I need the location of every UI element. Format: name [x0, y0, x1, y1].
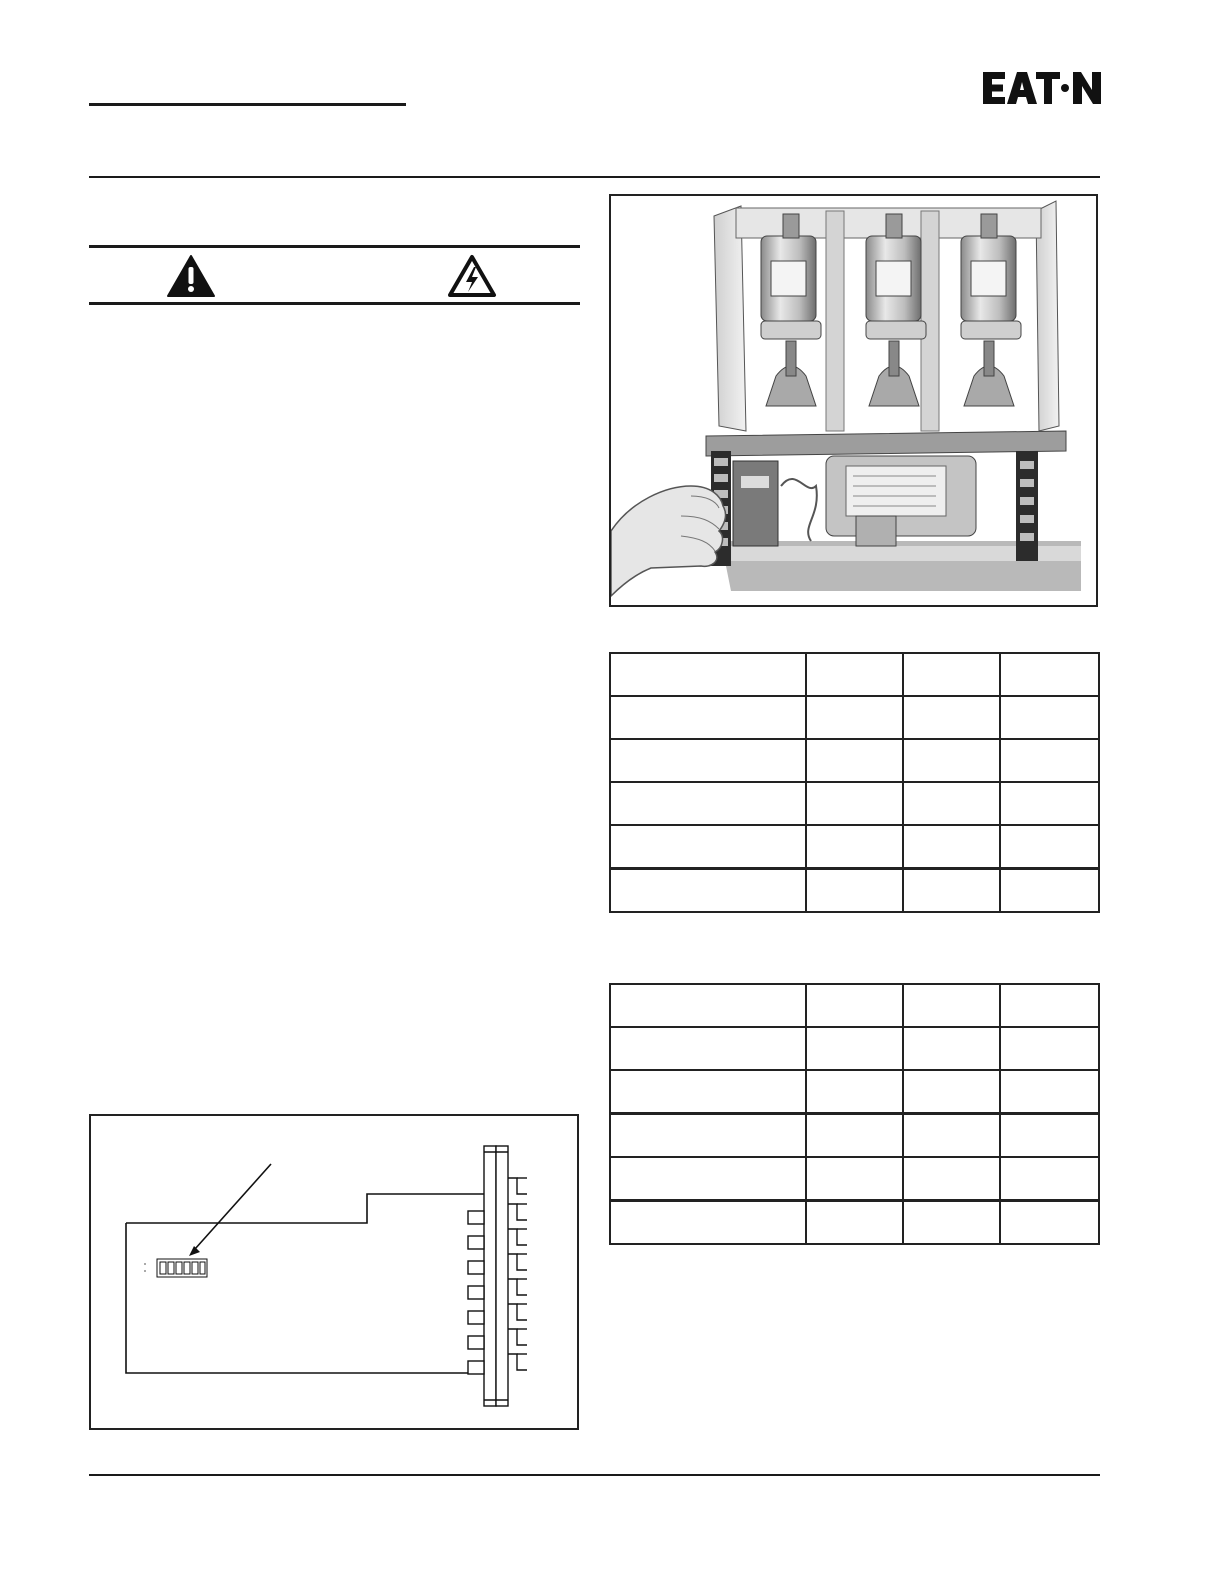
table-cell — [806, 739, 903, 782]
table-cell — [1000, 782, 1099, 825]
table-cell — [903, 696, 1000, 739]
table-cell — [806, 653, 903, 696]
table-cell — [806, 1114, 903, 1158]
connector-pins-left — [468, 1211, 484, 1374]
table-cell — [610, 1027, 806, 1070]
table-cell — [806, 1070, 903, 1114]
header-short-rule — [89, 103, 406, 106]
table-cell — [610, 1114, 806, 1158]
table-cell — [610, 653, 806, 696]
table-row — [610, 1070, 1099, 1114]
table-row — [610, 782, 1099, 825]
table-cell — [1000, 1201, 1099, 1245]
board-outline — [126, 1194, 489, 1223]
table-cell — [1000, 1157, 1099, 1201]
table-cell — [806, 1157, 903, 1201]
table-cell — [610, 696, 806, 739]
table-cell — [903, 984, 1000, 1027]
table-row — [610, 984, 1099, 1027]
table-cell — [610, 869, 806, 913]
table-cell — [1000, 869, 1099, 913]
pointer-arrow — [195, 1164, 271, 1249]
table-cell — [1000, 1070, 1099, 1114]
warning-bar-bottom-rule — [89, 302, 580, 305]
table-cell — [806, 984, 903, 1027]
table-cell — [1000, 984, 1099, 1027]
table-cell — [610, 1201, 806, 1245]
table-cell — [1000, 696, 1099, 739]
table-cell — [1000, 825, 1099, 869]
warning-triangle-icon — [166, 254, 216, 298]
table-row — [610, 696, 1099, 739]
table-cell — [806, 1027, 903, 1070]
circuit-board-diagram — [89, 1114, 579, 1430]
table-cell — [903, 1027, 1000, 1070]
table-row — [610, 739, 1099, 782]
table-cell — [903, 1070, 1000, 1114]
table-cell — [903, 653, 1000, 696]
table-cell — [1000, 1027, 1099, 1070]
table-row — [610, 1027, 1099, 1070]
table-cell — [903, 1201, 1000, 1245]
table-cell — [903, 869, 1000, 913]
table-cell — [610, 739, 806, 782]
table-1 — [609, 652, 1100, 913]
table-row — [610, 869, 1099, 913]
table-cell — [806, 1201, 903, 1245]
table-row — [610, 1114, 1099, 1158]
header-full-rule — [89, 176, 1100, 178]
warning-bar-top-rule — [89, 245, 580, 248]
table-row — [610, 825, 1099, 869]
table-cell — [806, 825, 903, 869]
edge-connector — [484, 1146, 508, 1406]
contactor-illustration — [611, 196, 1096, 605]
table-cell — [610, 1070, 806, 1114]
table-row — [610, 1157, 1099, 1201]
table-cell — [610, 825, 806, 869]
connector-pins-right — [508, 1178, 527, 1370]
table-cell — [903, 1114, 1000, 1158]
dip-switch — [157, 1259, 207, 1277]
table-cell — [806, 782, 903, 825]
table-row — [610, 1201, 1099, 1245]
electrical-hazard-icon — [447, 254, 497, 298]
table-row — [610, 653, 1099, 696]
board-outline-drawing — [91, 1116, 577, 1428]
table-cell — [903, 825, 1000, 869]
table-cell — [1000, 739, 1099, 782]
contactor-photo — [609, 194, 1098, 607]
table-cell — [1000, 1114, 1099, 1158]
footer-rule — [89, 1474, 1100, 1476]
table-cell — [903, 782, 1000, 825]
table-2 — [609, 983, 1100, 1245]
table-cell — [806, 696, 903, 739]
table-cell — [610, 984, 806, 1027]
eaton-logo — [983, 72, 1101, 104]
table-cell — [1000, 653, 1099, 696]
table-cell — [806, 869, 903, 913]
table-cell — [610, 1157, 806, 1201]
table-cell — [903, 1157, 1000, 1201]
table-cell — [610, 782, 806, 825]
table-cell — [903, 739, 1000, 782]
